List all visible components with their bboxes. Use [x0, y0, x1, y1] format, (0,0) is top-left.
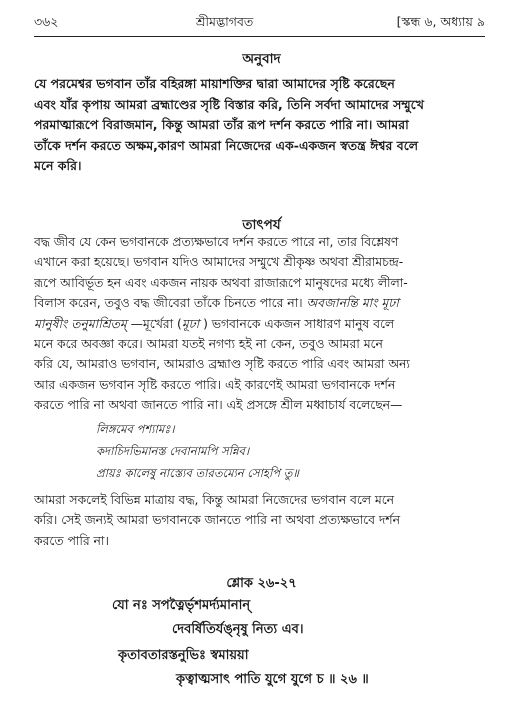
purport-line: বদ্ধ জীব যে কেন ভগবানকে প্রত্যক্ষভাবে দর্শন করতে পারে না, তার বিশ্লেষণ: [34, 235, 399, 249]
translation-line: পরমাত্মারূপে বিরাজমান, কিন্তু আমরা তাঁর রূপ দর্শন করতে পারি না। আমরা: [34, 117, 409, 132]
purport-heading: তাৎপর্য: [242, 217, 281, 233]
next-verse: [0, 572, 523, 722]
purport-line: করতে পারি না।: [34, 533, 109, 548]
quote-line: লিঙ্গমেব পশ্যামঃ।: [96, 422, 175, 436]
purport-line: করি যে, আমরাও ভগবান, আমরাও ব্রহ্মাণ্ড সৃষ্টি করতে পারি এবং আমরা অন্য: [34, 357, 410, 372]
purport-closing: [34, 490, 485, 551]
translation-line: এবং যাঁর কৃপায় আমরা ব্রহ্মাণ্ডের সৃষ্টি বিস্তার করি, তিনি সর্বদা আমাদের সম্মুখে: [34, 96, 424, 112]
gita-quote-inline: অবজানন্তি মাং মূঢা: [306, 296, 399, 311]
gita-quote-continuation: মানুষীং তনুমাশ্রিতম্: [34, 316, 127, 331]
translation-heading: অনুবাদ: [242, 51, 281, 67]
header-rule: [34, 36, 485, 37]
translation-line: যে পরমেশ্বর ভগবান তাঁর বহিরঙ্গা মায়াশক্তির দ্বারা আমাদের সৃষ্টি করেছেন: [34, 76, 395, 91]
purport-line: আর একজন ভগবান সৃষ্টি করতে পারি। এই কারণেই আমরা ভগবানকে দর্শন: [34, 377, 396, 392]
verse-line: দেবর্ষিতির্যঙ্‌নৃষু নিত্য এব।: [172, 622, 304, 637]
running-head: [34, 14, 485, 34]
translation-line: মনে করি।: [34, 158, 82, 173]
section-reference: [স্কন্ধ ৬, অধ্যায় ৯: [396, 14, 485, 29]
purport-line: মনে করে অবজ্ঞা করে। আমরা যতই নগণ্য হই না কেন, তবুও আমরা মনে: [34, 337, 383, 352]
madhvacarya-quote: [96, 418, 493, 484]
page-number: ৩৬২: [34, 14, 59, 29]
purport-line: করি। সেই জন্যই আমরা ভগবানকে জানতে পারি না অথবা প্রত্যক্ষভাবে দর্শন: [34, 513, 400, 528]
purport-line: এখানে করা হয়েছে। ভগবান যদিও আমাদের সম্মুখে শ্রীকৃষ্ণ অথবা শ্রীরামচন্দ্র-: [34, 255, 404, 270]
purport-line-text: ) ভগবানকে একজন সাধারণ মানুষ বলে: [203, 316, 395, 331]
quote-line: কদাচিদভিমানস্ত দেবানামপি সন্নিব।: [96, 444, 250, 458]
purport-line: রূপে আবির্ভূত হন এবং একজন নায়ক অথবা রাজারূপে মানুষদের মধ্যে লীলা-: [34, 275, 408, 290]
translation-text: [34, 74, 485, 177]
purport-text: [34, 232, 485, 416]
purport-line-text: —মূর্খেরা (: [126, 316, 182, 331]
purport-line: [34, 314, 485, 334]
translation-line: তাঁকে দর্শন করতে অক্ষম,কারণ আমরা নিজেদের এক-একজন স্বতন্ত্র ঈশ্বর বলে: [34, 137, 419, 153]
verse-line: কৃতাবতারস্তনুভিঃ স্বমায়য়া: [118, 648, 249, 663]
sanskrit-term: মূঢা: [181, 316, 200, 331]
book-title: শ্রীমদ্ভাগবত: [196, 14, 254, 29]
verse-line: কৃত্বাত্মসাৎ পাতি যুগে যুগে চ ॥ ২৬ ॥: [176, 672, 369, 687]
verse-line: যো নঃ সপত্নৈর্ভৃশমর্দ্যমানান্: [112, 598, 251, 613]
verse-number-heading: শ্লোক ২৬-২৭: [226, 576, 297, 591]
quote-line: প্রায়ঃ কালেষু নাস্ত্যেব তারতম্যেন সোহপি তু॥: [96, 466, 299, 480]
purport-line-text: বিলাস করেন, তবুও বদ্ধ জীবেরা তাঁকে চিনতে পারে না।: [34, 296, 303, 311]
purport-line: [34, 293, 485, 313]
purport-line: করতে পারি না অথবা জানতে পারি না। এই প্রসঙ্গে শ্রীল মধ্বাচার্য বলেছেন—: [34, 398, 403, 413]
purport-line: আমরা সকলেই বিভিন্ন মাত্রায় বদ্ধ, কিন্তু আমরা নিজেদের ভগবান বলে মনে: [34, 493, 394, 507]
